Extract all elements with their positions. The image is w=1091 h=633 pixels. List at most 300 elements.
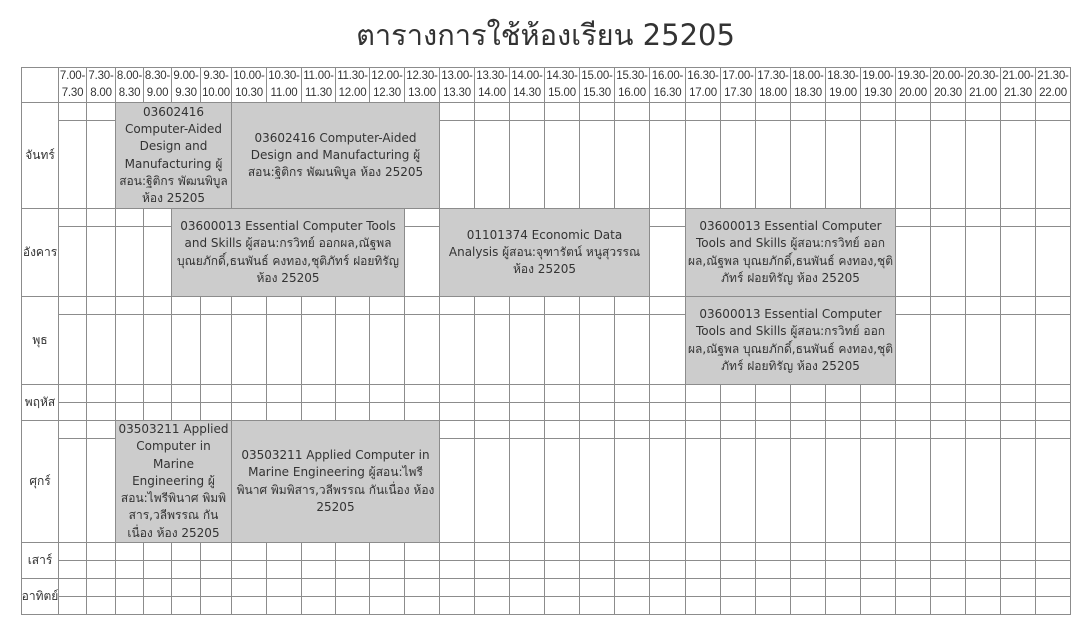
grid-line xyxy=(86,438,116,439)
time-slot-start: 7.00- xyxy=(59,70,86,82)
grid-line xyxy=(860,542,861,579)
grid-line xyxy=(231,102,232,209)
grid-line xyxy=(649,120,686,121)
time-slot-end: 11.30 xyxy=(305,87,332,99)
grid-line xyxy=(965,314,1001,315)
grid-line xyxy=(439,102,440,209)
grid-line xyxy=(266,402,302,403)
time-slot-end: 12.00 xyxy=(338,87,367,99)
grid-line xyxy=(231,578,232,615)
grid-line xyxy=(439,314,475,315)
grid-line xyxy=(895,226,931,227)
grid-line xyxy=(115,596,144,597)
grid-line xyxy=(1000,596,1036,597)
time-slot-start: 18.30- xyxy=(827,70,859,82)
grid-line xyxy=(171,578,172,615)
grid-line xyxy=(143,596,172,597)
grid-line xyxy=(86,226,116,227)
grid-line xyxy=(143,402,172,403)
grid-line xyxy=(58,438,87,439)
time-slot-header xyxy=(405,68,439,102)
grid-line xyxy=(143,314,172,315)
grid-line xyxy=(965,296,966,385)
grid-line xyxy=(544,384,545,421)
day-label: พฤหัส xyxy=(24,395,56,409)
grid-line xyxy=(755,384,756,421)
grid-line xyxy=(21,614,1071,615)
grid-line xyxy=(825,438,861,439)
grid-line xyxy=(439,120,475,121)
grid-line xyxy=(231,560,267,561)
grid-line xyxy=(369,314,405,315)
grid-line xyxy=(895,102,896,209)
grid-line xyxy=(335,296,336,385)
grid-line xyxy=(21,102,1071,103)
grid-line xyxy=(685,208,686,297)
grid-line xyxy=(404,542,405,579)
grid-line xyxy=(895,560,931,561)
grid-line xyxy=(895,120,931,121)
time-slot-header xyxy=(336,68,369,102)
grid-line xyxy=(1070,578,1071,615)
grid-line xyxy=(1000,226,1036,227)
grid-line xyxy=(58,314,87,315)
time-slot-start: 11.00- xyxy=(303,70,334,82)
grid-line xyxy=(965,384,966,421)
grid-line xyxy=(1000,438,1036,439)
grid-line xyxy=(825,102,826,209)
grid-line xyxy=(509,384,510,421)
grid-line xyxy=(825,402,861,403)
time-slot-end: 9.00 xyxy=(146,87,169,99)
grid-line xyxy=(544,438,580,439)
course-block[interactable]: 03503211 Applied Computer in Marine Engineering ผู้สอน:ไพรีพินาศ พิมพิสาร,วลีพรรณ กันเนื่อง ห้อง 25205 xyxy=(116,421,231,542)
time-slot-end: 14.30 xyxy=(513,87,541,99)
time-slot-header xyxy=(861,68,895,102)
grid-line xyxy=(895,314,931,315)
grid-line xyxy=(614,542,615,579)
grid-line xyxy=(200,596,232,597)
time-slot-start: 8.30- xyxy=(144,70,171,82)
grid-line xyxy=(1035,226,1071,227)
grid-line xyxy=(825,560,861,561)
grid-line xyxy=(649,438,686,439)
grid-line xyxy=(720,560,756,561)
grid-line xyxy=(579,596,615,597)
time-slot-end: 14.00 xyxy=(478,87,506,99)
course-block[interactable]: 03600013 Essential Computer Tools and Skills ผู้สอน:กรวิทย์ ออกผล,ณัฐพล บุณยภักดิ์,ธนพันธ์ คงทอง,ชุติภัทร์ ฝอยทิรัญ ห้อง 25205 xyxy=(686,297,895,384)
grid-line xyxy=(369,578,370,615)
grid-line xyxy=(1000,560,1036,561)
time-slot-start: 15.30- xyxy=(616,70,648,82)
grid-line xyxy=(649,384,650,421)
time-slot-start: 21.30- xyxy=(1037,70,1069,82)
time-slot-header xyxy=(59,68,86,102)
course-block[interactable]: 03600013 Essential Computer Tools and Skills ผู้สอน:กรวิทย์ ออกผล,ณัฐพล บุณยภักดิ์,ธนพันธ์ คงทอง,ชุติภัทร์ ฝอยทิรัญ ห้อง 25205 xyxy=(172,209,404,296)
grid-line xyxy=(335,402,370,403)
time-slot-start: 11.30- xyxy=(337,70,368,82)
grid-line xyxy=(544,542,545,579)
time-slot-start: 16.00- xyxy=(651,70,684,82)
time-slot-start: 10.30- xyxy=(268,70,300,82)
grid-line xyxy=(544,596,580,597)
grid-line xyxy=(614,120,650,121)
day-label: อาทิตย์ xyxy=(21,589,59,603)
grid-line xyxy=(930,120,966,121)
time-slot-start: 10.00- xyxy=(233,70,265,82)
grid-line xyxy=(404,384,405,421)
grid-line xyxy=(614,102,615,209)
time-slot-end: 20.00 xyxy=(899,87,927,99)
grid-line xyxy=(58,402,87,403)
course-block[interactable]: 03600013 Essential Computer Tools and Skills ผู้สอน:กรวิทย์ ออกผล,ณัฐพล บุณยภักดิ์,ธนพันธ์ คงทอง,ชุติภัทร์ ฝอยทิรัญ ห้อง 25205 xyxy=(686,209,895,296)
course-block[interactable]: 03602416 Computer-Aided Design and Manufacturing ผู้สอน:ฐิติกร พัฒนพิบูล ห้อง 25205 xyxy=(116,103,231,208)
grid-line xyxy=(369,560,405,561)
grid-line xyxy=(171,402,201,403)
time-slot-end: 21.30 xyxy=(1004,87,1032,99)
grid-line xyxy=(115,420,116,543)
grid-line xyxy=(965,542,966,579)
grid-line xyxy=(579,420,580,543)
grid-line xyxy=(930,314,966,315)
grid-line xyxy=(614,596,650,597)
grid-line xyxy=(58,542,59,579)
grid-line xyxy=(579,560,615,561)
grid-line xyxy=(860,384,861,421)
grid-line xyxy=(1070,542,1071,579)
grid-line xyxy=(86,596,116,597)
grid-line xyxy=(115,560,144,561)
grid-line xyxy=(930,384,931,421)
day-label: ศุกร์ xyxy=(29,474,51,488)
grid-line xyxy=(614,296,615,385)
grid-line xyxy=(86,314,116,315)
grid-line xyxy=(171,596,201,597)
time-slot-end: 7.30 xyxy=(61,87,84,99)
grid-line xyxy=(614,438,650,439)
grid-line xyxy=(404,578,405,615)
grid-line xyxy=(965,102,966,209)
time-slot-end: 19.30 xyxy=(864,87,892,99)
grid-line xyxy=(301,296,302,385)
time-slot-start: 12.30- xyxy=(406,70,438,82)
time-slot-start: 15.00- xyxy=(581,70,613,82)
grid-line xyxy=(335,314,370,315)
grid-line xyxy=(115,226,144,227)
grid-line xyxy=(369,596,405,597)
grid-line xyxy=(649,596,686,597)
grid-line xyxy=(790,578,791,615)
grid-line xyxy=(301,560,336,561)
grid-line xyxy=(21,67,22,102)
grid-line xyxy=(614,402,650,403)
grid-line xyxy=(579,402,615,403)
time-slot-end: 18.30 xyxy=(794,87,822,99)
grid-line xyxy=(231,420,232,543)
grid-line xyxy=(1000,542,1001,579)
grid-line xyxy=(509,560,545,561)
grid-line xyxy=(439,420,440,543)
grid-line xyxy=(720,596,756,597)
day-label: อังคาร xyxy=(22,245,58,259)
grid-line xyxy=(439,560,475,561)
time-slot-end: 16.30 xyxy=(653,87,682,99)
grid-line xyxy=(301,402,336,403)
grid-line xyxy=(200,402,232,403)
grid-line xyxy=(86,208,87,297)
course-block[interactable]: 03503211 Applied Computer in Marine Engineering ผู้สอน:ไพรีพินาศ พิมพิสาร,วลีพรรณ กันเนื่อง ห้อง 25205 xyxy=(232,421,439,542)
grid-line xyxy=(143,226,172,227)
time-slot-header xyxy=(510,68,544,102)
grid-line xyxy=(335,542,336,579)
grid-line xyxy=(301,596,336,597)
time-slot-header xyxy=(440,68,474,102)
grid-line xyxy=(649,420,650,543)
grid-line xyxy=(86,578,87,615)
grid-line xyxy=(790,120,826,121)
grid-line xyxy=(544,296,545,385)
time-slot-header xyxy=(686,68,720,102)
time-slot-end: 8.00 xyxy=(90,87,112,99)
grid-line xyxy=(614,578,615,615)
grid-line xyxy=(860,102,861,209)
grid-line xyxy=(544,560,580,561)
grid-line xyxy=(930,420,931,543)
grid-line xyxy=(369,542,370,579)
grid-line xyxy=(439,384,440,421)
grid-line xyxy=(474,578,475,615)
time-slot-header xyxy=(896,68,930,102)
grid-line xyxy=(404,314,440,315)
time-slot-start: 12.00- xyxy=(371,70,403,82)
grid-line xyxy=(544,120,580,121)
grid-line xyxy=(404,208,405,297)
grid-line xyxy=(965,208,966,297)
grid-line xyxy=(335,560,370,561)
grid-line xyxy=(685,578,686,615)
grid-line xyxy=(930,102,931,209)
time-slot-end: 22.00 xyxy=(1039,87,1067,99)
grid-line xyxy=(1035,208,1036,297)
grid-line xyxy=(649,296,650,385)
grid-line xyxy=(685,296,686,385)
grid-line xyxy=(790,102,791,209)
time-slot-start: 9.30- xyxy=(203,70,229,82)
grid-line xyxy=(685,560,721,561)
time-slot-start: 16.30- xyxy=(687,70,719,82)
grid-line xyxy=(1000,402,1036,403)
time-slot-header xyxy=(172,68,200,102)
time-slot-header xyxy=(370,68,404,102)
grid-line xyxy=(1035,120,1071,121)
time-slot-header xyxy=(1036,68,1070,102)
grid-line xyxy=(171,314,201,315)
grid-line xyxy=(369,402,405,403)
grid-line xyxy=(579,296,580,385)
grid-line xyxy=(439,438,475,439)
grid-line xyxy=(1070,384,1071,421)
grid-line xyxy=(720,542,721,579)
grid-line xyxy=(1035,438,1071,439)
time-slot-end: 8.30 xyxy=(118,87,141,99)
grid-line xyxy=(685,384,686,421)
grid-line xyxy=(825,542,826,579)
grid-line xyxy=(614,384,615,421)
grid-line xyxy=(825,596,861,597)
grid-line xyxy=(685,542,686,579)
grid-line xyxy=(930,578,931,615)
grid-line xyxy=(171,560,201,561)
grid-line xyxy=(474,120,510,121)
grid-line xyxy=(404,560,440,561)
grid-line xyxy=(755,596,791,597)
grid-line xyxy=(1035,560,1071,561)
grid-line xyxy=(720,420,721,543)
grid-line xyxy=(965,226,1001,227)
grid-line xyxy=(755,420,756,543)
grid-line xyxy=(579,384,580,421)
grid-line xyxy=(115,384,116,421)
grid-line xyxy=(21,542,1071,543)
grid-line xyxy=(1000,314,1036,315)
grid-line xyxy=(930,296,931,385)
time-slot-end: 21.00 xyxy=(969,87,997,99)
time-slot-header xyxy=(302,68,335,102)
grid-line xyxy=(1035,542,1036,579)
time-slot-end: 11.00 xyxy=(270,87,298,99)
grid-line xyxy=(930,402,966,403)
time-slot-start: 19.30- xyxy=(897,70,929,82)
grid-line xyxy=(895,208,896,297)
grid-line xyxy=(1035,102,1036,209)
grid-line xyxy=(1070,296,1071,385)
grid-line xyxy=(200,314,232,315)
grid-line xyxy=(685,420,686,543)
course-block[interactable]: 03602416 Computer-Aided Design and Manufacturing ผู้สอน:ฐิติกร พัฒนพิบูล ห้อง 25205 xyxy=(232,103,439,208)
grid-line xyxy=(86,384,87,421)
time-slot-start: 7.30- xyxy=(88,70,114,82)
grid-line xyxy=(200,578,201,615)
time-slot-header xyxy=(791,68,825,102)
grid-line xyxy=(266,596,302,597)
grid-line xyxy=(614,560,650,561)
grid-line xyxy=(86,120,116,121)
grid-line xyxy=(143,560,172,561)
grid-line xyxy=(335,596,370,597)
time-slot-end: 13.00 xyxy=(408,87,436,99)
grid-line xyxy=(171,384,172,421)
grid-line xyxy=(58,420,59,543)
grid-line xyxy=(509,120,545,121)
grid-line xyxy=(86,402,116,403)
grid-line xyxy=(200,384,201,421)
grid-line xyxy=(509,102,510,209)
grid-line xyxy=(231,596,267,597)
grid-line xyxy=(790,596,826,597)
grid-line xyxy=(369,384,370,421)
grid-line xyxy=(685,102,686,209)
time-slot-header xyxy=(475,68,509,102)
grid-line xyxy=(143,384,144,421)
grid-line xyxy=(860,578,861,615)
grid-line xyxy=(825,420,826,543)
grid-line xyxy=(86,560,116,561)
time-slot-start: 8.00- xyxy=(116,70,143,82)
grid-line xyxy=(649,578,650,615)
time-slot-header xyxy=(267,68,301,102)
time-slot-header xyxy=(201,68,231,102)
course-block[interactable]: 01101374 Economic Data Analysis ผู้สอน:จุฑารัตน์ หนูสุวรรณ ห้อง 25205 xyxy=(440,209,649,296)
grid-line xyxy=(474,102,475,209)
grid-line xyxy=(231,542,232,579)
time-slot-end: 15.30 xyxy=(583,87,611,99)
grid-line xyxy=(231,314,267,315)
grid-line xyxy=(895,596,931,597)
grid-line xyxy=(825,578,826,615)
grid-line xyxy=(439,596,475,597)
grid-line xyxy=(86,296,87,385)
grid-line xyxy=(755,402,791,403)
grid-line xyxy=(474,296,475,385)
grid-line xyxy=(200,542,201,579)
grid-line xyxy=(171,208,172,297)
grid-line xyxy=(930,542,931,579)
grid-line xyxy=(790,560,826,561)
grid-line xyxy=(1000,420,1001,543)
grid-line xyxy=(115,208,116,297)
grid-line xyxy=(1000,102,1001,209)
grid-line xyxy=(930,560,966,561)
grid-line xyxy=(266,384,267,421)
grid-line xyxy=(115,402,144,403)
grid-line xyxy=(579,578,580,615)
time-slot-start: 21.00- xyxy=(1002,70,1034,82)
grid-line xyxy=(1035,384,1036,421)
grid-line xyxy=(720,384,721,421)
grid-line xyxy=(86,102,87,209)
time-slot-end: 17.00 xyxy=(689,87,717,99)
grid-line xyxy=(143,296,144,385)
grid-line xyxy=(755,102,756,209)
grid-line xyxy=(649,102,650,209)
grid-line xyxy=(86,420,87,543)
grid-line xyxy=(231,402,267,403)
grid-line xyxy=(579,438,615,439)
grid-line xyxy=(266,542,267,579)
grid-line xyxy=(965,120,1001,121)
grid-line xyxy=(21,296,1071,297)
grid-line xyxy=(301,314,336,315)
time-slot-end: 18.00 xyxy=(759,87,787,99)
grid-line xyxy=(474,384,475,421)
grid-line xyxy=(614,420,615,543)
grid-line xyxy=(1035,402,1071,403)
time-slot-start: 14.00- xyxy=(511,70,543,82)
grid-line xyxy=(335,384,336,421)
grid-line xyxy=(86,542,87,579)
time-slot-header xyxy=(650,68,685,102)
grid-line xyxy=(895,402,931,403)
grid-line xyxy=(474,438,510,439)
grid-line xyxy=(685,438,721,439)
time-slot-header xyxy=(545,68,579,102)
grid-line xyxy=(1000,120,1036,121)
day-label: พุธ xyxy=(32,333,48,347)
grid-line xyxy=(965,438,1001,439)
grid-line xyxy=(965,596,1001,597)
time-slot-end: 17.30 xyxy=(724,87,752,99)
grid-line xyxy=(895,578,896,615)
